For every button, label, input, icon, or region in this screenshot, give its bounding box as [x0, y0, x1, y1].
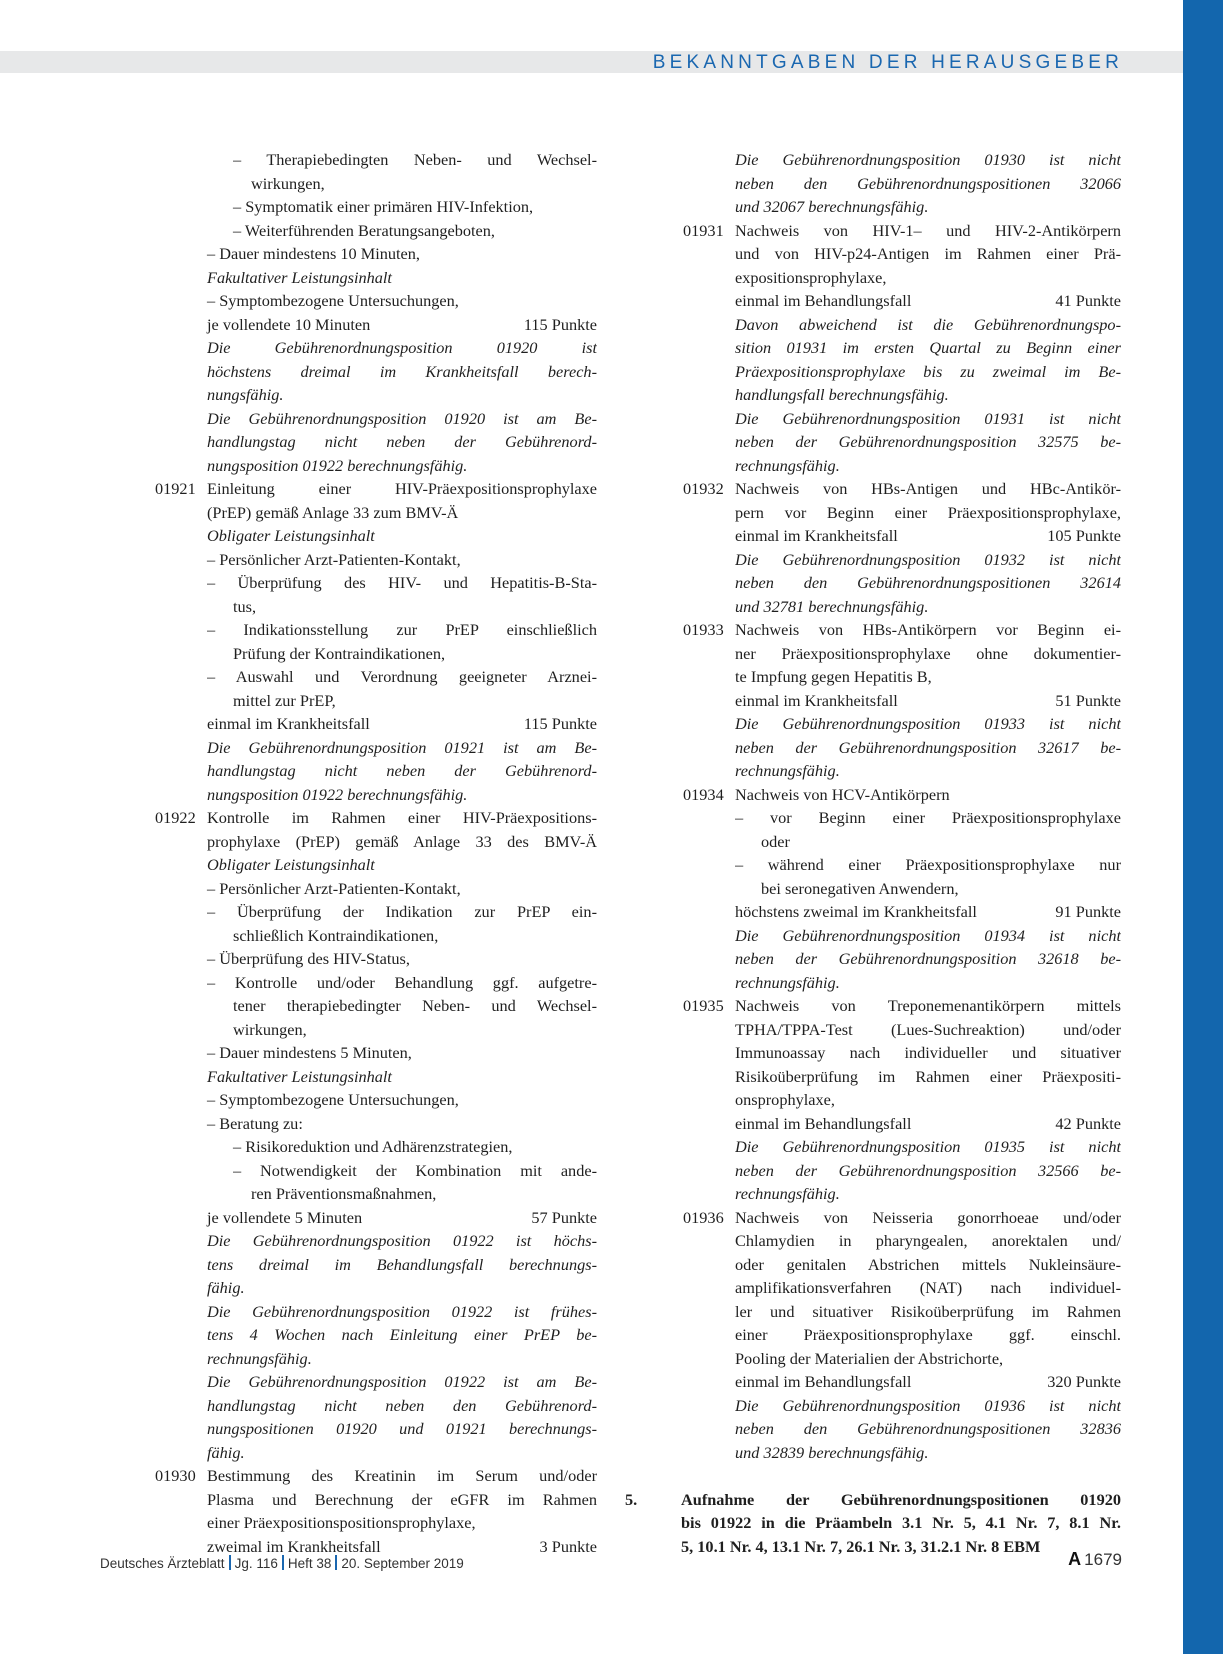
text-line — [683, 148, 1121, 172]
text-line — [155, 195, 597, 219]
text-line — [155, 595, 597, 619]
note-text: Die Gebührenordnungsposition 01935 ist nicht — [735, 1137, 1121, 1156]
body-text: zweimal im Krankheitsfall — [207, 1536, 381, 1556]
fee-code: 01932 — [683, 479, 724, 498]
body-text: Aufnahme der Gebührenordnungspositionen 01920 — [681, 1489, 1121, 1509]
fee-code: 01930 — [155, 1466, 196, 1485]
text-line — [683, 618, 1121, 642]
note-text: höchstens dreimal im Krankheitsfall berech- — [207, 361, 597, 381]
text-line — [683, 1535, 1121, 1559]
body-text: TPHA/TPPA-Test (Lues-Suchreaktion) und/oder — [735, 1019, 1121, 1039]
text-line — [155, 1276, 597, 1300]
text-line — [155, 759, 597, 783]
fee-code: 01922 — [155, 808, 196, 827]
text-line — [683, 1018, 1121, 1042]
note-text: rechnungsfähig. — [735, 972, 840, 992]
body-text: – Dauer mindestens 5 Minuten, — [207, 1043, 412, 1062]
note-text: Die Gebührenordnungsposition 01922 ist höchs- — [207, 1231, 597, 1250]
body-text: Prüfung der Kontraindikationen, — [233, 643, 446, 663]
note-text: Die Gebührenordnungsposition 01933 ist nicht — [735, 714, 1121, 733]
note-text: Die Gebührenordnungsposition 01921 ist am Be- — [207, 737, 597, 757]
text-line — [155, 289, 597, 313]
text-line — [155, 1417, 597, 1441]
body-text: – vor Beginn einer Präexpositionsprophylaxe — [735, 808, 1121, 827]
note-text: und 32067 berechnungsfähig. — [735, 197, 929, 216]
text-line — [155, 571, 597, 595]
text-line — [155, 618, 597, 642]
body-text: einmal im Krankheitsfall — [207, 714, 370, 733]
text-line — [683, 219, 1121, 243]
text-line — [155, 1347, 597, 1371]
note-text: Präexpositionsprophylaxe bis zu zweimal im Be- — [735, 361, 1121, 381]
note-text: rechnungsfähig. — [207, 1348, 312, 1368]
note-text: Die Gebührenordnungsposition 01920 ist — [207, 338, 597, 357]
body-text: – Indikationsstellung zur PrEP einschließlich — [207, 620, 597, 639]
text-line — [155, 1088, 597, 1112]
text-line — [683, 501, 1121, 525]
body-text: – Therapiebedingten Neben- und Wechsel- — [233, 150, 597, 169]
text-line — [155, 971, 597, 995]
text-line — [155, 1300, 597, 1324]
note-text: nungsposition 01922 berechnungsfähig. — [207, 455, 468, 475]
text-line — [683, 1159, 1121, 1183]
note-text: neben den Gebührenordnungspositionen 32836 — [735, 1419, 1121, 1438]
text-line — [683, 1511, 1121, 1535]
note-text: fähig. — [207, 1442, 245, 1462]
text-line — [683, 1112, 1121, 1136]
text-line — [155, 1182, 597, 1206]
note-text: handlungsfall berechnungsfähig. — [735, 385, 949, 404]
text-line — [683, 1065, 1121, 1089]
body-text: je vollendete 10 Minuten — [207, 314, 371, 334]
body-text: – Persönlicher Arzt-Patienten-Kontakt, — [207, 878, 461, 898]
text-line — [683, 571, 1121, 595]
note-text: Die Gebührenordnungsposition 01930 ist nicht — [735, 150, 1121, 169]
text-line — [683, 1088, 1121, 1112]
fee-code: 01936 — [683, 1207, 724, 1227]
text-line — [155, 360, 597, 384]
text-line — [155, 853, 597, 877]
body-text: Nachweis von HBs-Antigen und HBc-Antikör- — [735, 479, 1121, 498]
issue-date: 20. September 2019 — [341, 1556, 464, 1571]
note-text: Die Gebührenordnungsposition 01922 ist frühes- — [207, 1301, 597, 1321]
body-text: Einleitung einer HIV-Präexpositionsprophylaxe — [207, 479, 597, 498]
text-line — [155, 430, 597, 454]
body-text: ler und situativer Risikoüberprüfung im Rahmen — [735, 1301, 1121, 1321]
separator — [229, 1555, 231, 1570]
text-line — [155, 736, 597, 760]
right-column — [625, 148, 1121, 1558]
body-text: Nachweis von Treponemenantikörpern mittels — [735, 996, 1121, 1015]
body-text: bei seronegativen Anwendern, — [761, 878, 959, 898]
text-line — [683, 172, 1121, 196]
text-line — [683, 1300, 1121, 1324]
text-line — [683, 924, 1121, 948]
points-value: 42 Punkte — [1055, 1113, 1121, 1133]
text-line — [683, 548, 1121, 572]
text-line — [155, 806, 597, 830]
text-line — [683, 595, 1121, 619]
body-text: (PrEP) gemäß Anlage 33 zum BMV-Ä — [207, 502, 459, 522]
note-text: neben den Gebührenordnungspositionen 32066 — [735, 173, 1121, 193]
note-text: nungspositionen 01920 und 01921 berechnungs- — [207, 1419, 597, 1438]
note-text: Davon abweichend ist die Gebührenordnungspo- — [735, 314, 1121, 334]
text-line — [683, 971, 1121, 995]
footer-citation — [100, 1555, 464, 1571]
note-text: tens 4 Wochen nach Einleitung einer PrEP be- — [207, 1325, 597, 1344]
text-line — [155, 712, 597, 736]
text-line — [155, 1018, 597, 1042]
points-value: 57 Punkte — [531, 1207, 597, 1227]
issue: Heft 38 — [287, 1556, 332, 1571]
text-line — [155, 1511, 597, 1535]
note-text: Die Gebührenordnungsposition 01931 ist nicht — [735, 408, 1121, 428]
text-line — [683, 689, 1121, 713]
left-column — [155, 148, 597, 1558]
body-text: – Persönlicher Arzt-Patienten-Kontakt, — [207, 549, 461, 569]
body-text: Plasma und Berechnung der eGFR im Rahmen — [207, 1489, 597, 1509]
note-text: neben der Gebührenordnungsposition 32566 be- — [735, 1160, 1121, 1180]
text-line — [683, 642, 1121, 666]
body-text: und von HIV-p24-Antigen im Rahmen einer Prä- — [735, 244, 1121, 263]
text-line — [683, 665, 1121, 689]
note-text: Obligater Leistungsinhalt — [207, 526, 375, 545]
text-line — [155, 266, 597, 290]
text-line — [155, 407, 597, 431]
text-line — [683, 1041, 1121, 1065]
note-text: handlungstag nicht neben den Gebührenord- — [207, 1395, 597, 1415]
body-text: Chlamydien in pharyngealen, anorektalen und/ — [735, 1231, 1121, 1250]
points-value: 320 Punkte — [1047, 1372, 1121, 1391]
body-text: – Beratung zu: — [207, 1113, 303, 1133]
note-text: Die Gebührenordnungsposition 01920 ist am Be- — [207, 408, 597, 428]
points-value: 105 Punkte — [1047, 526, 1121, 545]
points-value: 115 Punkte — [523, 714, 597, 733]
body-text: einmal im Krankheitsfall — [735, 690, 898, 710]
note-text: Die Gebührenordnungsposition 01932 ist nicht — [735, 549, 1121, 569]
note-text: tens dreimal im Behandlungsfall berechnungs- — [207, 1254, 597, 1274]
text-line — [155, 642, 597, 666]
body-text: 5, 10.1 Nr. 4, 13.1 Nr. 7, 26.1 Nr. 3, 31.2.1 Nr. 8 EBM — [681, 1536, 1041, 1556]
text-line — [683, 313, 1121, 337]
text-line — [155, 454, 597, 478]
text-line — [683, 806, 1121, 830]
body-text: – Überprüfung der Indikation zur PrEP ein- — [207, 902, 597, 921]
body-text: Pooling der Materialien der Abstrichorte, — [735, 1348, 1004, 1368]
text-line — [683, 1417, 1121, 1441]
text-line — [683, 830, 1121, 854]
body-text: Immunoassay nach individueller und situativer — [735, 1043, 1121, 1062]
text-line — [155, 830, 597, 854]
text-line — [683, 853, 1121, 877]
text-line — [683, 1253, 1121, 1277]
body-text: höchstens zweimal im Krankheitsfall — [735, 902, 977, 921]
text-line — [683, 783, 1121, 807]
text-line — [683, 1394, 1121, 1418]
fee-code: 01921 — [155, 479, 196, 498]
body-text: tus, — [233, 596, 257, 616]
text-line — [683, 1370, 1121, 1394]
body-text: – Überprüfung des HIV-Status, — [207, 949, 410, 968]
text-line — [155, 783, 597, 807]
text-line — [683, 1347, 1121, 1371]
text-line — [155, 947, 597, 971]
body-text: Bestimmung des Kreatinin im Serum und/oder — [207, 1466, 597, 1485]
text-line — [625, 1488, 1121, 1512]
note-text: und 32781 berechnungsfähig. — [735, 596, 929, 616]
body-text: amplifikationsverfahren (NAT) nach individuel- — [735, 1278, 1121, 1297]
volume: Jg. 116 — [234, 1556, 278, 1571]
text-line — [683, 195, 1121, 219]
body-text: expositionsprophylaxe, — [735, 267, 887, 287]
text-line — [683, 1135, 1121, 1159]
journal-name: Deutsches Ärzteblatt — [100, 1556, 225, 1571]
text-line — [683, 947, 1121, 971]
body-text: bis 01922 in die Präambeln 3.1 Nr. 5, 4.1 Nr. 7, 8.1 Nr. — [681, 1513, 1121, 1532]
text-line — [683, 877, 1121, 901]
body-text: einmal im Krankheitsfall — [735, 526, 898, 545]
body-text: tener therapiebedingter Neben- und Wechsel- — [233, 996, 597, 1015]
note-text: handlungstag nicht neben der Gebührenord- — [207, 761, 597, 780]
body-text: Nachweis von HIV-1– und HIV-2-Antikörpern — [735, 220, 1121, 240]
text-line — [155, 148, 597, 172]
note-text: neben der Gebührenordnungsposition 32617 be- — [735, 737, 1121, 757]
body-text: oder — [761, 831, 790, 851]
text-line — [683, 1441, 1121, 1465]
note-text: handlungstag nicht neben der Gebührenord- — [207, 432, 597, 451]
text-line — [155, 689, 597, 713]
note-text: nungsfähig. — [207, 385, 284, 404]
text-line — [683, 360, 1121, 384]
body-text: – Symptombezogene Untersuchungen, — [207, 1090, 459, 1109]
page-number — [1068, 1549, 1122, 1570]
body-text: – Notwendigkeit der Kombination mit ande- — [233, 1160, 597, 1180]
text-line — [155, 477, 597, 501]
page-number-value: 1679 — [1084, 1550, 1122, 1569]
body-text: – Überprüfung des HIV- und Hepatitis-B-Sta- — [207, 573, 597, 592]
text-line — [683, 524, 1121, 548]
points-value: 41 Punkte — [1055, 291, 1121, 310]
text-line — [683, 336, 1121, 360]
body-text: oder genitalen Abstrichen mittels Nukleinsäure- — [735, 1254, 1121, 1274]
note-text: Die Gebührenordnungsposition 01922 ist am Be- — [207, 1372, 597, 1391]
text-line — [683, 1464, 1121, 1488]
fee-code: 01935 — [683, 996, 724, 1015]
text-line — [155, 1065, 597, 1089]
text-line — [683, 1276, 1121, 1300]
text-line — [155, 1159, 597, 1183]
note-text: fähig. — [207, 1278, 245, 1297]
body-text: Nachweis von HBs-Antikörpern vor Beginn ei- — [735, 620, 1121, 639]
text-line — [683, 1229, 1121, 1253]
points-value: 3 Punkte — [539, 1536, 597, 1556]
body-text: mittel zur PrEP, — [233, 690, 336, 710]
note-text: nungsposition 01922 berechnungsfähig. — [207, 784, 468, 804]
body-text: – Symptombezogene Untersuchungen, — [207, 291, 459, 310]
text-line — [155, 900, 597, 924]
note-text: neben der Gebührenordnungsposition 32618 be- — [735, 949, 1121, 968]
body-text: prophylaxe (PrEP) gemäß Anlage 33 des BMV-Ä — [207, 831, 597, 851]
text-line — [683, 736, 1121, 760]
text-line — [155, 1253, 597, 1277]
text-line — [683, 383, 1121, 407]
note-text: rechnungsfähig. — [735, 455, 840, 475]
note-text: Fakultativer Leistungsinhalt — [207, 1066, 392, 1086]
body-text: Nachweis von HCV-Antikörpern — [735, 784, 950, 804]
text-line — [155, 1206, 597, 1230]
text-line — [683, 430, 1121, 454]
note-text: neben den Gebührenordnungspositionen 32614 — [735, 573, 1121, 592]
note-text: rechnungsfähig. — [735, 761, 840, 780]
body-text: – Symptomatik einer primären HIV-Infektion, — [233, 197, 534, 216]
text-line — [155, 548, 597, 572]
body-text: je vollendete 5 Minuten — [207, 1207, 363, 1227]
text-line — [683, 454, 1121, 478]
text-line — [155, 1464, 597, 1488]
text-line — [683, 1182, 1121, 1206]
text-line — [683, 477, 1121, 501]
text-line — [683, 712, 1121, 736]
text-line — [683, 242, 1121, 266]
text-line — [155, 336, 597, 360]
text-line — [683, 994, 1121, 1018]
body-text: – während einer Präexpositionsprophylaxe nur — [735, 855, 1121, 874]
note-text: Die Gebührenordnungsposition 01934 ist nicht — [735, 925, 1121, 945]
body-text: Kontrolle im Rahmen einer HIV-Präexpositions- — [207, 808, 597, 827]
fee-code: 5. — [625, 1489, 638, 1509]
text-line — [683, 266, 1121, 290]
body-text: ner Präexpositionsprophylaxe ohne dokumentier- — [735, 643, 1121, 663]
points-value: 51 Punkte — [1055, 690, 1121, 710]
body-text: wirkungen, — [251, 173, 325, 193]
body-text: schließlich Kontraindikationen, — [233, 925, 439, 945]
text-line — [155, 877, 597, 901]
points-value: 115 Punkte — [523, 314, 597, 334]
body-text: wirkungen, — [233, 1019, 307, 1039]
fee-code: 01934 — [683, 784, 724, 804]
text-line — [155, 172, 597, 196]
text-line — [155, 1041, 597, 1065]
body-text: onsprophylaxe, — [735, 1090, 835, 1109]
body-text: – Dauer mindestens 10 Minuten, — [207, 244, 420, 263]
text-line — [155, 1323, 597, 1347]
separator — [335, 1555, 337, 1570]
body-text: einmal im Behandlungsfall — [735, 1372, 912, 1391]
body-text: – Risikoreduktion und Adhärenzstrategien, — [233, 1137, 513, 1156]
body-text: einer Präexpositionsprophylaxe ggf. einschl. — [735, 1325, 1121, 1344]
fee-code: 01931 — [683, 220, 724, 240]
text-line — [155, 994, 597, 1018]
text-line — [683, 407, 1121, 431]
text-line — [155, 1370, 597, 1394]
text-line — [683, 1206, 1121, 1230]
note-text: Fakultativer Leistungsinhalt — [207, 267, 392, 287]
fee-code: 01933 — [683, 620, 724, 639]
text-line — [155, 1229, 597, 1253]
section-title: BEKANNTGABEN DER HERAUSGEBER — [652, 52, 1123, 73]
text-line — [155, 219, 597, 243]
body-text: ren Präventionsmaßnahmen, — [251, 1184, 437, 1203]
text-line — [155, 1135, 597, 1159]
text-line — [155, 501, 597, 525]
text-line — [155, 665, 597, 689]
body-text: – Kontrolle und/oder Behandlung ggf. aufgetre- — [207, 972, 597, 992]
note-text: und 32839 berechnungsfähig. — [735, 1442, 929, 1462]
body-text: Nachweis von Neisseria gonorrhoeae und/oder — [735, 1207, 1121, 1227]
body-text: einmal im Behandlungsfall — [735, 291, 912, 310]
body-text: einmal im Behandlungsfall — [735, 1113, 912, 1133]
text-line — [155, 524, 597, 548]
separator — [282, 1555, 284, 1570]
text-line — [683, 900, 1121, 924]
text-line — [155, 313, 597, 337]
body-text: – Auswahl und Verordnung geeigneter Arznei- — [207, 667, 597, 686]
text-line — [683, 289, 1121, 313]
body-text: – Weiterführenden Beratungsangeboten, — [233, 220, 495, 240]
text-line — [155, 1441, 597, 1465]
body-text: te Impfung gegen Hepatitis B, — [735, 667, 932, 686]
page-prefix: A — [1068, 1549, 1082, 1569]
text-line — [155, 924, 597, 948]
body-text: Risikoüberprüfung im Rahmen einer Präexpositi- — [735, 1066, 1121, 1086]
body-text: pern vor Beginn einer Präexpositionsprophylaxe, — [735, 502, 1121, 522]
text-line — [155, 1112, 597, 1136]
note-text: sition 01931 im ersten Quartal zu Beginn einer — [735, 338, 1121, 357]
text-line — [155, 1394, 597, 1418]
color-sidebar — [1183, 0, 1223, 1654]
text-line — [155, 242, 597, 266]
text-line — [155, 1488, 597, 1512]
note-text: neben der Gebührenordnungsposition 32575 be- — [735, 432, 1121, 451]
text-line — [683, 1323, 1121, 1347]
text-line — [683, 759, 1121, 783]
note-text: Die Gebührenordnungsposition 01936 ist nicht — [735, 1395, 1121, 1415]
note-text: Obligater Leistungsinhalt — [207, 855, 375, 874]
body-text: einer Präexpositionspositionsprophylaxe, — [207, 1513, 476, 1532]
note-text: rechnungsfähig. — [735, 1184, 840, 1203]
points-value: 91 Punkte — [1055, 902, 1121, 921]
text-line — [155, 383, 597, 407]
